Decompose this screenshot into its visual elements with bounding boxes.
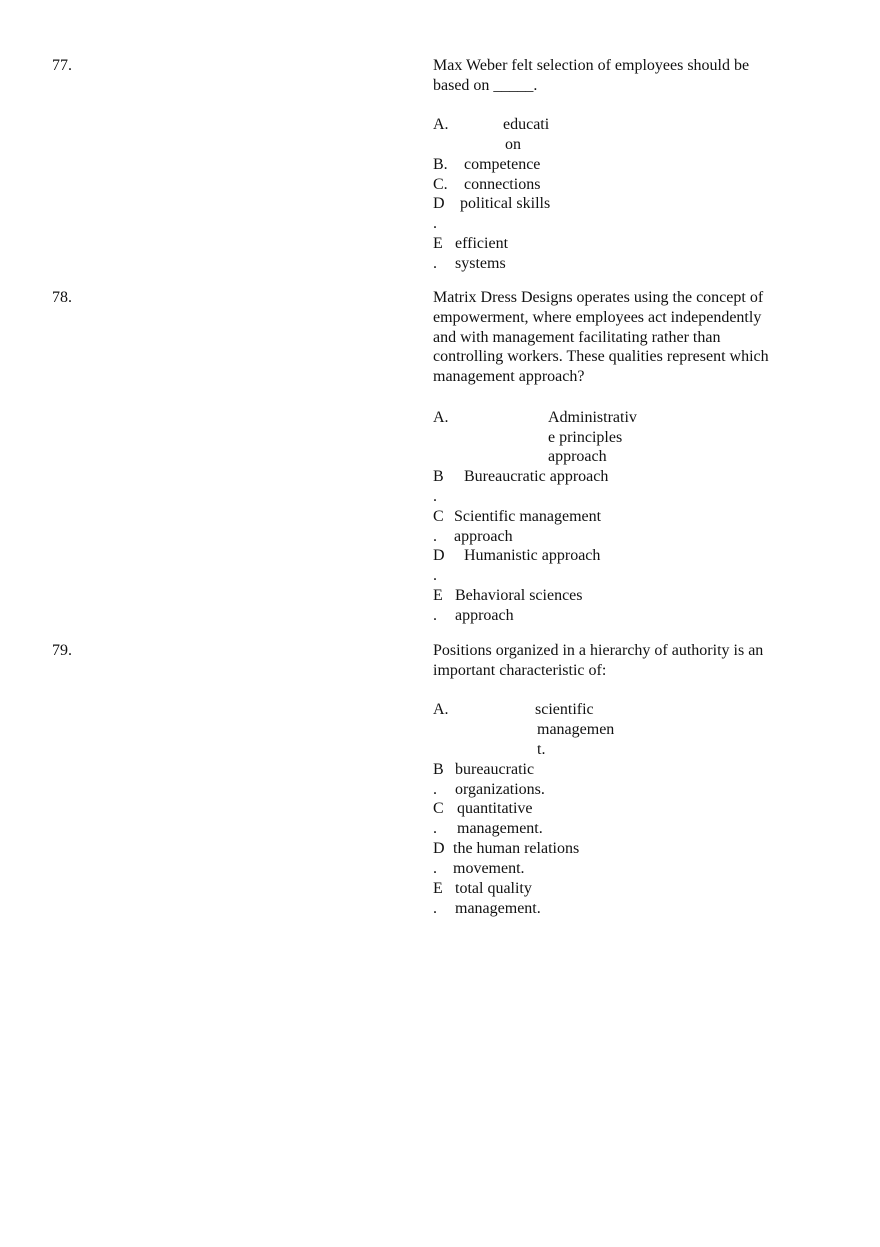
option-dot: .	[433, 607, 437, 624]
question-stem-line: and with management facilitating rather than	[433, 329, 721, 346]
option-text-line: connections	[464, 176, 541, 193]
option-letter: E	[433, 880, 443, 897]
option-text-line: t.	[537, 741, 546, 758]
option-text-line: Scientific management	[454, 508, 602, 525]
option-text-line: managemen	[537, 721, 615, 738]
option-text-line: management.	[455, 900, 541, 917]
question-number: 79.	[52, 642, 72, 659]
option-letter: C	[433, 800, 444, 817]
option-dot: .	[433, 528, 437, 545]
option-text-line: educati	[503, 116, 550, 133]
option-letter: D	[433, 547, 445, 564]
option-text-line: Bureaucratic approach	[464, 468, 609, 485]
option-dot: .	[433, 255, 437, 272]
option-letter: A.	[433, 409, 449, 426]
option-text-line: systems	[455, 255, 506, 272]
option-letter: A.	[433, 701, 449, 718]
question-stem-line: Positions organized in a hierarchy of authority is an	[433, 642, 764, 659]
option-dot: .	[433, 820, 437, 837]
question-stem-line: management approach?	[433, 368, 585, 385]
option-text-line: political skills	[460, 195, 551, 212]
option-text-line: Administrativ	[548, 409, 637, 426]
question-number: 78.	[52, 289, 72, 306]
option-dot: .	[433, 781, 437, 798]
option-text-line: quantitative	[457, 800, 533, 817]
option-letter: D	[433, 195, 445, 212]
question-stem-line: Max Weber felt selection of employees should be	[433, 57, 750, 74]
option-text-line: e principles	[548, 429, 623, 446]
option-text-line: approach	[548, 448, 607, 465]
option-text-line: total quality	[455, 880, 532, 897]
option-text-line: movement.	[453, 860, 525, 877]
option-text-line: approach	[454, 528, 513, 545]
question-number: 77.	[52, 57, 72, 74]
option-text-line: bureaucratic	[455, 761, 535, 778]
option-text-line: organizations.	[455, 781, 545, 798]
option-text-line: the human relations	[453, 840, 580, 857]
question-stem-line: important characteristic of:	[433, 662, 607, 679]
question-stem-line: Matrix Dress Designs operates using the concept of	[433, 289, 764, 306]
option-letter: B	[433, 468, 444, 485]
option-letter: C.	[433, 176, 448, 193]
option-letter: A.	[433, 116, 449, 133]
option-dot: .	[433, 567, 437, 584]
option-letter: B.	[433, 156, 448, 173]
option-dot: .	[433, 488, 437, 505]
option-dot: .	[433, 215, 437, 232]
question-stem-line: controlling workers. These qualities represent which	[433, 348, 769, 365]
option-letter: E	[433, 587, 443, 604]
option-text-line: scientific	[535, 701, 594, 718]
option-text-line: competence	[464, 156, 541, 173]
question-stem-line: based on _____.	[433, 77, 538, 94]
option-letter: D	[433, 840, 445, 857]
question-stem-line: empowerment, where employees act independently	[433, 309, 762, 326]
option-letter: C	[433, 508, 444, 525]
option-dot: .	[433, 900, 437, 917]
option-text-line: approach	[455, 607, 514, 624]
option-text-line: on	[505, 136, 521, 153]
option-letter: B	[433, 761, 444, 778]
option-text-line: efficient	[455, 235, 509, 252]
option-dot: .	[433, 860, 437, 877]
option-letter: E	[433, 235, 443, 252]
option-text-line: management.	[457, 820, 543, 837]
option-text-line: Behavioral sciences	[455, 587, 583, 604]
option-text-line: Humanistic approach	[464, 547, 601, 564]
